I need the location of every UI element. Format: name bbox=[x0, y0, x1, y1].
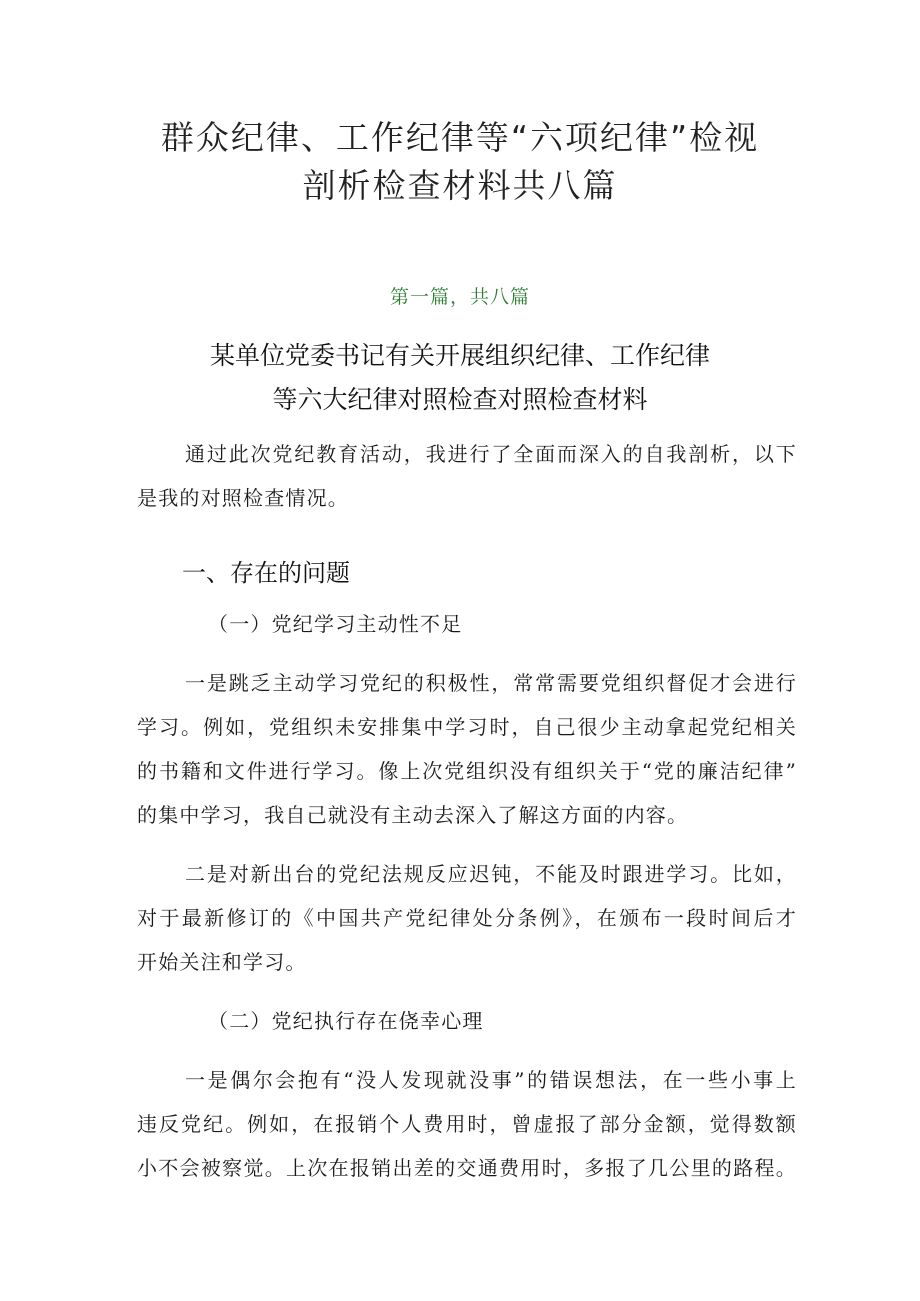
para3-line-1: 一是偶尔会抱有“没人发现就没事”的错误想法，在一些小事上 bbox=[185, 1068, 797, 1092]
para1-line-4: 的集中学习，我自己就没有主动去深入了解这方面的内容。 bbox=[137, 803, 689, 827]
subtitle-line-1: 某单位党委书记有关开展组织纪律、工作纪律 bbox=[209, 341, 710, 370]
subtitle-line-2: 等六大纪律对照检查对照检查材料 bbox=[272, 385, 648, 414]
para3-line-3: 小不会被察觉。上次在报销出差的交通费用时，多报了几公里的路程。 bbox=[137, 1156, 797, 1180]
para1-line-3: 的书籍和文件进行学习。像上次党组织没有组织关于“党的廉洁纪律” bbox=[137, 759, 797, 783]
document-title-line-2: 剖析检查材料共八篇 bbox=[302, 166, 618, 205]
section-heading: 一、存在的问题 bbox=[182, 559, 350, 587]
intro-line-1: 通过此次党纪教育活动，我进行了全面而深入的自我剖析，以下 bbox=[185, 442, 797, 466]
subsection-heading-2: （二）党纪执行存在侥幸心理 bbox=[208, 1009, 484, 1033]
para2-line-2: 对于最新修订的《中国共产党纪律处分条例》，在颁布一段时间后才 bbox=[137, 906, 797, 930]
para1-line-1: 一是跳乏主动学习党纪的积极性，常常需要党组织督促才会进行 bbox=[185, 671, 797, 695]
para2-line-1: 二是对新出台的党纪法规反应迟钝，不能及时跟进学习。比如， bbox=[185, 862, 797, 886]
para2-line-3: 开始关注和学习。 bbox=[137, 950, 307, 974]
subsection-heading-1: （一）党纪学习主动性不足 bbox=[208, 612, 463, 636]
para3-line-2: 违反党纪。例如，在报销个人费用时，曾虚报了部分金额，觉得数额 bbox=[137, 1112, 797, 1136]
document-title-line-1: 群众纪律、工作纪律等“六项纪律”检视 bbox=[160, 118, 760, 157]
part-label: 第一篇，共八篇 bbox=[389, 286, 530, 308]
para1-line-2: 学习。例如，党组织未安排集中学习时，自己很少主动拿起党纪相关 bbox=[137, 715, 797, 739]
intro-line-2: 是我的对照检查情况。 bbox=[137, 486, 349, 510]
